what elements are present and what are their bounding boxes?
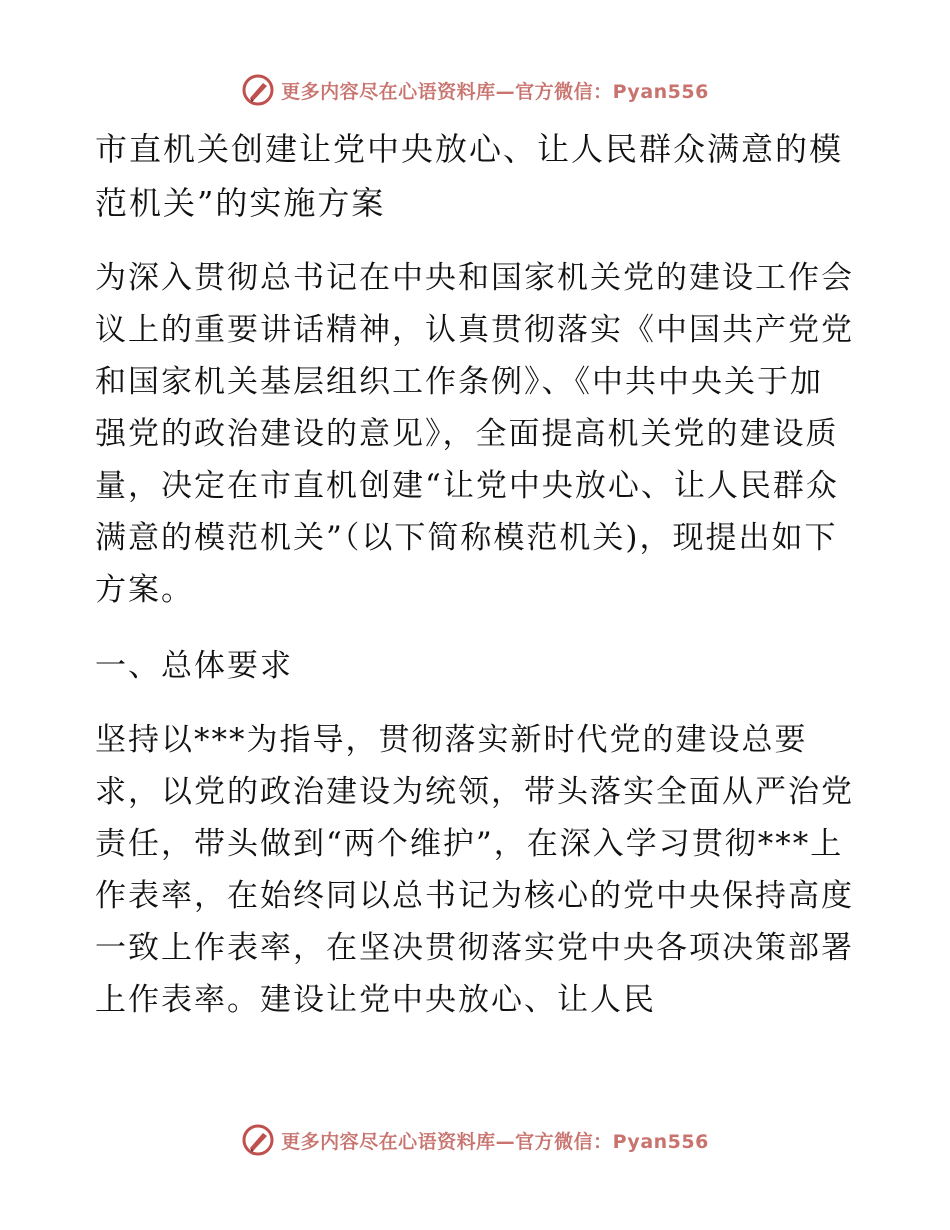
document-body	[95, 122, 855, 1026]
pen-logo-icon	[241, 1123, 275, 1157]
watermark-text: 更多内容尽在心语资料库—官方微信：Pyan556	[281, 80, 709, 103]
section-paragraph-1: 坚持以***为指导，贯彻落实新时代党的建设总要求，以党的政治建设为统领，带头落实全面从严治党责任，带头做到“两个维护”，在深入学习贯彻***上作表率，在始终同以总书记为核心的党中央保持高度一致上作表率，在坚决贯彻落实党中央各项决策部署上作表率。建设让党中央放心、让人民	[95, 722, 854, 1018]
document-title: 市直机关创建让党中央放心、让人民群众满意的模范机关”的实施方案	[95, 130, 844, 222]
section-heading-1: 一、总体要求	[95, 648, 293, 684]
watermark-banner-bottom	[0, 1120, 950, 1160]
watermark-text: 更多内容尽在心语资料库—官方微信：Pyan556	[281, 1130, 709, 1153]
intro-paragraph: 为深入贯彻总书记在中央和国家机关党的建设工作会议上的重要讲话精神，认真贯彻落实《中国共产党党和国家机关基层组织工作条例》、《中共中央关于加强党的政治建设的意见》，全面提高机关党的建设质量，决定在市直机创建“让党中央放心、让人民群众满意的模范机关”（以下简称模范机关)，现提出如下方案。	[95, 260, 854, 608]
pen-logo-icon	[241, 73, 275, 107]
watermark-banner-top	[0, 70, 950, 110]
